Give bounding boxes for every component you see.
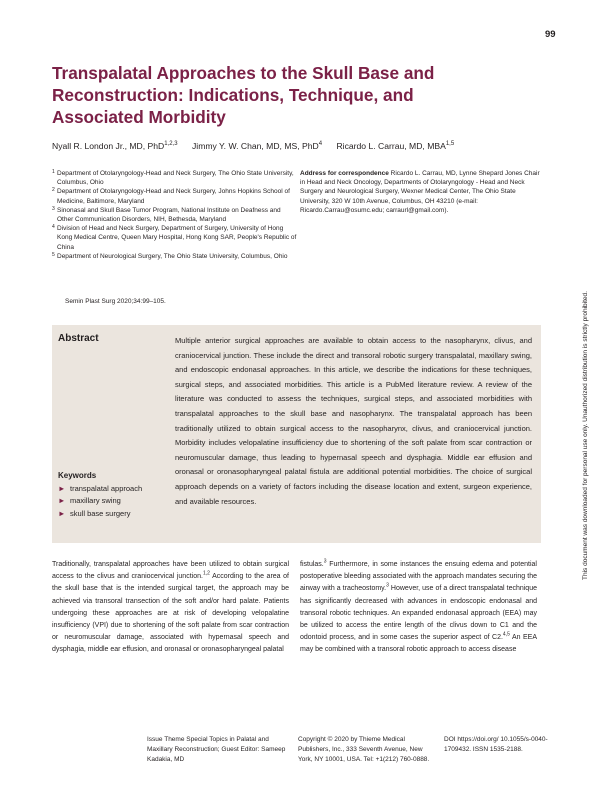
author-affiliation-ref: 1,5: [445, 141, 455, 148]
affiliation-item: [52, 224, 298, 252]
affiliation-text: Division of Head and Neck Surgery, Department of Surgery, University of Hong Kong Medical Centre, Queen Mary Hospital, Hong Kong SAR, People's Republic of China: [57, 225, 297, 251]
body-column-left: [52, 559, 289, 657]
body-text-run: Furthermore, in some instances the ensuing edema and potential postoperative bleeding associated with the approach mandates securing the airway with a tracheostomy.: [300, 561, 537, 593]
affiliation-text: Sinonasal and Skull Base Tumor Program, National Institute on Deafness and Other Communication Disorders, NIH, Bethesda, Maryland: [57, 206, 281, 224]
correspondence-address: [300, 169, 540, 215]
reference-citation: 1,2: [202, 570, 210, 577]
body-text-run: According to the area of the skull base that is the intended surgical target, the approach may be achieved via transoral transection of the soft and/or hard palate. Patients undergoing these approaches are at risk of developing velopalatine insufficiency (VPI) due to shortening of the soft palate from scar contraction or neuromuscular damage, associated with hypernasal speech and dysphagia, middle ear effusion, and oronasal or oronasopharyngeal palatal: [52, 573, 289, 654]
affiliation-number: 5: [52, 251, 55, 258]
affiliation-number: 1: [52, 169, 55, 175]
keyword-item: [58, 483, 142, 496]
affiliation-item: [52, 206, 298, 224]
affiliation-number: 4: [52, 224, 55, 231]
arrow-bullet-icon: ►: [58, 508, 66, 518]
affiliation-item: [52, 169, 298, 187]
journal-citation: Semin Plast Surg 2020;34:99–105.: [65, 298, 166, 305]
author-name: Nyall R. London Jr., MD, PhD: [52, 141, 165, 151]
keyword-label: maxillary swing: [70, 496, 121, 505]
abstract-text: Multiple anterior surgical approaches are available to obtain access to the nasopharynx, clivus, and craniocervical junction. These include the direct and transoral robotic surgery transpalatal, maxillary swing, and endoscopic endonasal approaches. In this article, we describe the indications for these techniques, surgical steps, and associated morbidities. This article is a PubMed literature review. A review of the literature was conducted to assess the techniques, surgical steps, and associated morbidities with transpalatal approaches to the skull base and nasopharynx. The transpalatal approach has been traditionally utilized to obtain surgical access to the nasopharynx, clivus, and craniocervical junction. Morbidity includes velopalatine insufficiency due to shortening of the soft palate from scar contraction or neuromuscular damage, thus leading to hypernasal speech and dysphagia. Middle ear effusion and oronasal or oronasopharyngeal palatal fistula are additional potential morbidities. The choice of surgical approach depends on a variety of factors including the disease location and extent, surgeon experience, and available resources.: [175, 336, 532, 506]
correspondence-label: Address for correspondence: [300, 170, 389, 177]
correspondence-text: Ricardo L. Carrau, MD, Lynne Shepard Jones Chair in Head and Neck Oncology, Departments of Otolaryngology - Head and Neck Surgery and Neurological Surgery, Wexner Medical Center, The Ohio State University, 320 W 10th Avenue, Columbus, OH 43210 (e-mail: Ricardo.Carrau@osumc.edu; carraurl@gmail.com).: [300, 170, 540, 214]
author-name: Jimmy Y. W. Chan, MD, MS, PhD: [192, 141, 319, 151]
author-list: [52, 141, 454, 151]
reference-citation: 3: [323, 558, 327, 565]
footer-doi: DOI https://doi.org/ 10.1055/s-0040-1709432. ISSN 1535-2188.: [444, 736, 548, 753]
affiliation-number: 3: [52, 205, 55, 212]
keywords-block: [58, 470, 142, 520]
download-notice: This document was downloaded for personal use only. Unauthorized distribution is strictly prohibited.: [582, 291, 589, 580]
affiliation-text: Department of Otolaryngology-Head and Neck Surgery, The Ohio State University, Columbus, Ohio: [57, 170, 294, 187]
page-number: 99: [545, 29, 556, 40]
author-affiliation-ref: 1,2,3: [164, 141, 178, 148]
body-column-right: [300, 559, 537, 657]
abstract-heading: Abstract: [58, 333, 99, 344]
body-text-run: Traditionally, transpalatal approaches have been utilized to obtain surgical access to the clivus and craniocervical junction.: [52, 561, 289, 581]
footer-copyright: Copyright © 2020 by Thieme Medical Publishers, Inc., 333 Seventh Avenue, New York, NY 10001, USA. Tel: +1(212) 760-0888.: [298, 736, 430, 763]
keyword-item: [58, 495, 142, 508]
article-title: Transpalatal Approaches to the Skull Base and Reconstruction: Indications, Technique, and Associated Morbidity: [52, 63, 435, 128]
keyword-label: transpalatal approach: [70, 483, 143, 493]
body-text-run: An EEA may be combined with a transoral robotic approach to access disease: [300, 634, 537, 654]
affiliation-item: [52, 252, 298, 261]
affiliations: [52, 169, 298, 261]
arrow-bullet-icon: ►: [58, 483, 66, 493]
arrow-bullet-icon: ►: [58, 496, 66, 505]
body-text-run: However, use of a direct transpalatal technique has significantly decreased with advances in endoscopic endonasal and transoral robotic techniques. An expanded endonasal approach (EEA) may be utilized to access the entire length of the clivus down to C1 and the odontoid process, and in some cases the superior aspect of C2.: [300, 585, 537, 642]
affiliation-text: Department of Otolaryngology-Head and Neck Surgery, Johns Hopkins School of Medicine, Baltimore, Maryland: [57, 188, 290, 205]
footer-issue-theme: Issue Theme Special Topics in Palatal and Maxillary Reconstruction; Guest Editor: Sameep Kadakia, MD: [147, 736, 286, 763]
affiliation-item: [52, 187, 298, 205]
keyword-item: [58, 508, 142, 521]
author-affiliation-ref: 4: [318, 141, 323, 148]
reference-citation: 4,5: [502, 631, 510, 638]
body-text-run: fistulas.: [300, 561, 324, 568]
reference-citation: 3: [386, 583, 389, 590]
affiliation-number: 2: [52, 187, 55, 194]
keywords-heading: Keywords: [58, 471, 97, 480]
affiliation-text: Department of Neurological Surgery, The Ohio State University, Columbus, Ohio: [57, 252, 288, 260]
author-name: Ricardo L. Carrau, MD, MBA: [336, 141, 446, 151]
keyword-label: skull base surgery: [70, 508, 131, 518]
